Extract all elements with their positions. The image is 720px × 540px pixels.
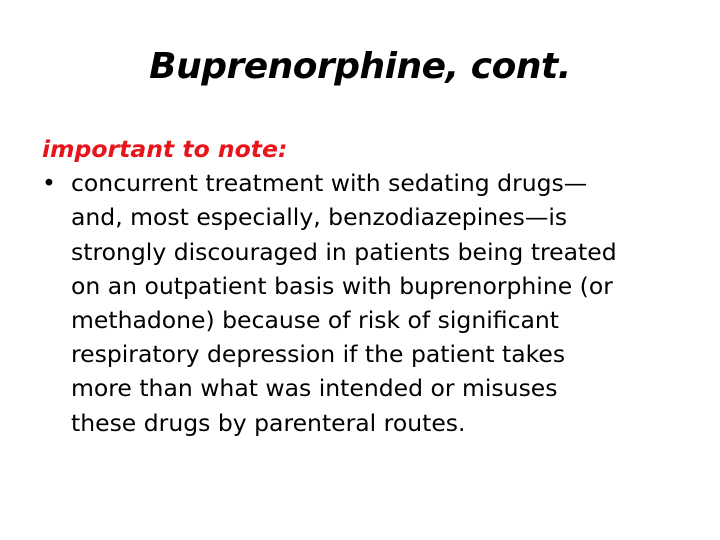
slide-title: Buprenorphine, cont. [149, 46, 571, 87]
bullet-icon: • [42, 169, 56, 198]
bullet-text-line: more than what was intended or misuses [71, 374, 558, 403]
bullet-text-line: on an outpatient basis with buprenorphine (or [71, 271, 613, 300]
bullet-text-line: strongly discouraged in patients being treated [71, 237, 617, 266]
bullet-text-line: and, most especially, benzodiazepines—is [71, 203, 568, 232]
subheading: important to note: [42, 135, 288, 163]
bullet-text-line: respiratory depression if the patient takes [71, 340, 566, 369]
bullet-text-line: these drugs by parenteral routes. [71, 408, 466, 437]
slide-body [42, 132, 682, 440]
bullet-item [42, 166, 682, 440]
bullet-text-line: concurrent treatment with sedating drugs— [71, 169, 588, 198]
bullet-text-line: methadone) because of risk of significant [71, 306, 560, 335]
